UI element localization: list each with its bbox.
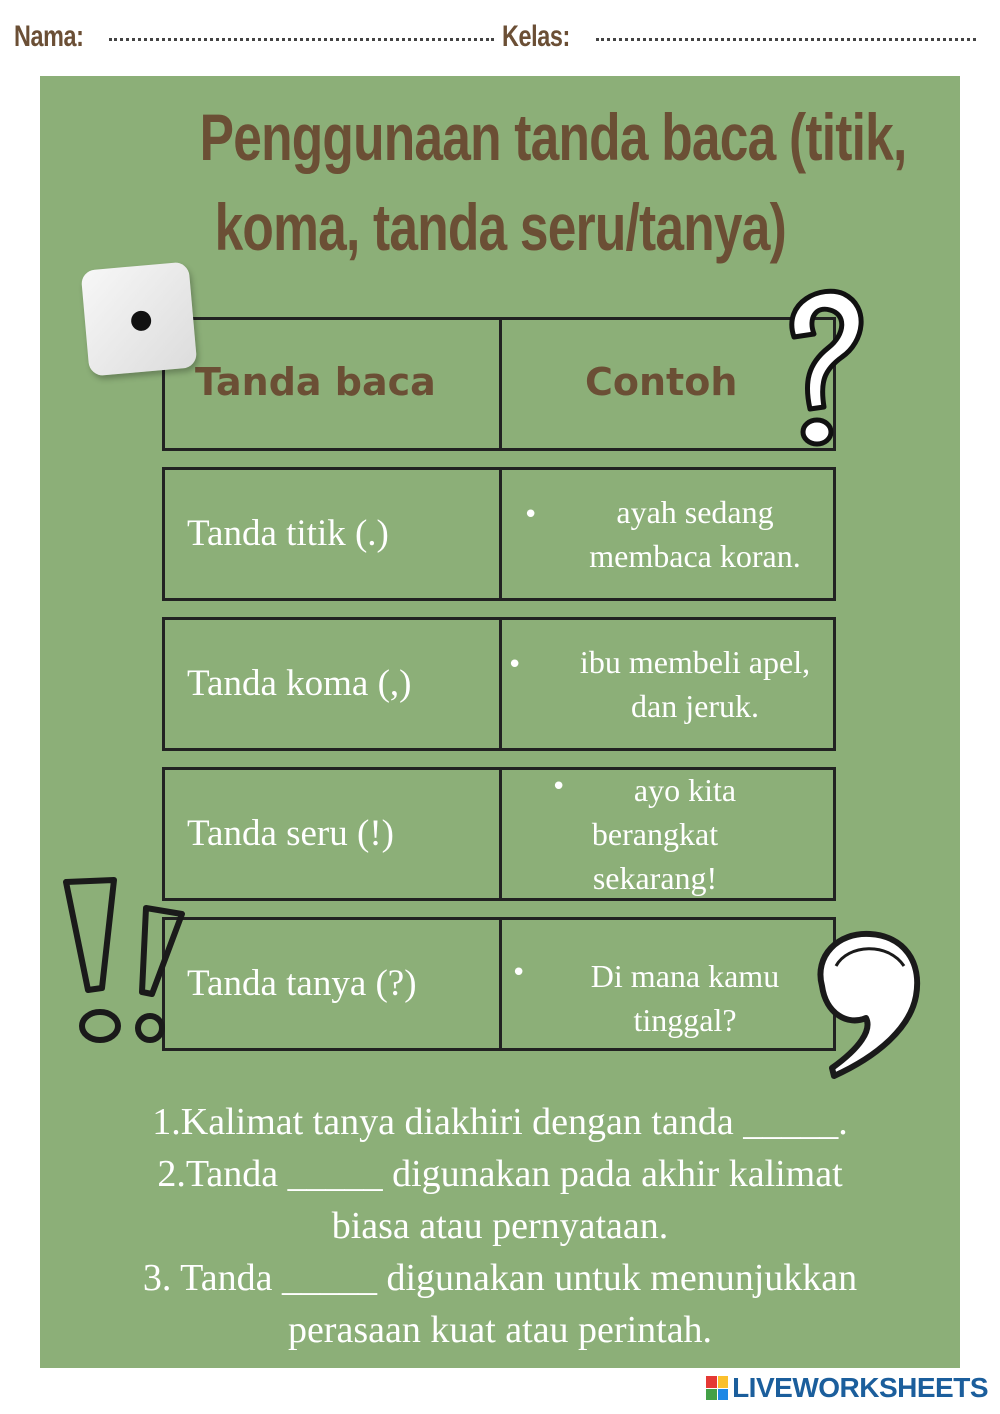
punctuation-name: Tanda koma (,) — [187, 663, 412, 704]
name-label: Nama: — [14, 20, 84, 53]
name-field[interactable] — [109, 38, 494, 41]
class-field[interactable] — [596, 38, 976, 41]
bullet-icon: • — [511, 958, 527, 988]
worksheet-title-line1: Penggunaan tanda baca (titik, — [199, 100, 907, 174]
class-label: Kelas: — [502, 20, 570, 53]
question-line: perasaan kuat atau perintah. — [287, 1309, 713, 1351]
punctuation-name: Tanda tanya (?) — [187, 963, 417, 1004]
worksheet-title-line2: koma, tanda seru/tanya) — [214, 190, 786, 264]
exclamation-marks-icon — [58, 876, 188, 1046]
bullet-icon: • — [507, 650, 523, 680]
questions-block — [40, 1096, 960, 1356]
example-text: ayah sedang membaca koran. — [589, 494, 801, 574]
liveworksheets-brand[interactable] — [706, 1374, 988, 1402]
table-row — [162, 767, 836, 901]
student-info-header — [14, 14, 980, 58]
question-line: 3. Tanda _____ digunakan untuk menunjukkan — [142, 1257, 858, 1299]
question-mark-icon — [772, 282, 872, 452]
table-header-row — [162, 317, 836, 451]
question-line: 1.Kalimat tanya diakhiri dengan tanda _____. — [152, 1101, 848, 1143]
example-text: ayo kita berangkat sekarang! — [591, 772, 737, 896]
example-text: ibu membeli apel, dan jeruk. — [579, 644, 811, 724]
header-contoh: Contoh — [585, 360, 738, 404]
table-row — [162, 617, 836, 751]
liveworksheets-logo-icon — [706, 1376, 728, 1400]
punctuation-name: Tanda titik (.) — [187, 513, 389, 554]
bullet-icon: • — [523, 500, 539, 530]
bullet-icon: • — [551, 772, 567, 802]
comma-icon — [808, 926, 928, 1086]
header-tanda-baca: Tanda baca — [195, 360, 436, 404]
question-line: biasa atau pernyataan. — [331, 1205, 669, 1247]
punctuation-name: Tanda seru (!) — [187, 813, 394, 854]
dice-icon — [81, 261, 198, 376]
brand-name: LIVEWORKSHEETS — [732, 1372, 988, 1403]
question-line: 2.Tanda _____ digunakan pada akhir kalimat — [157, 1153, 843, 1195]
table-row — [162, 467, 836, 601]
table-row — [162, 917, 836, 1051]
example-text: Di mana kamu tinggal? — [590, 958, 780, 1038]
